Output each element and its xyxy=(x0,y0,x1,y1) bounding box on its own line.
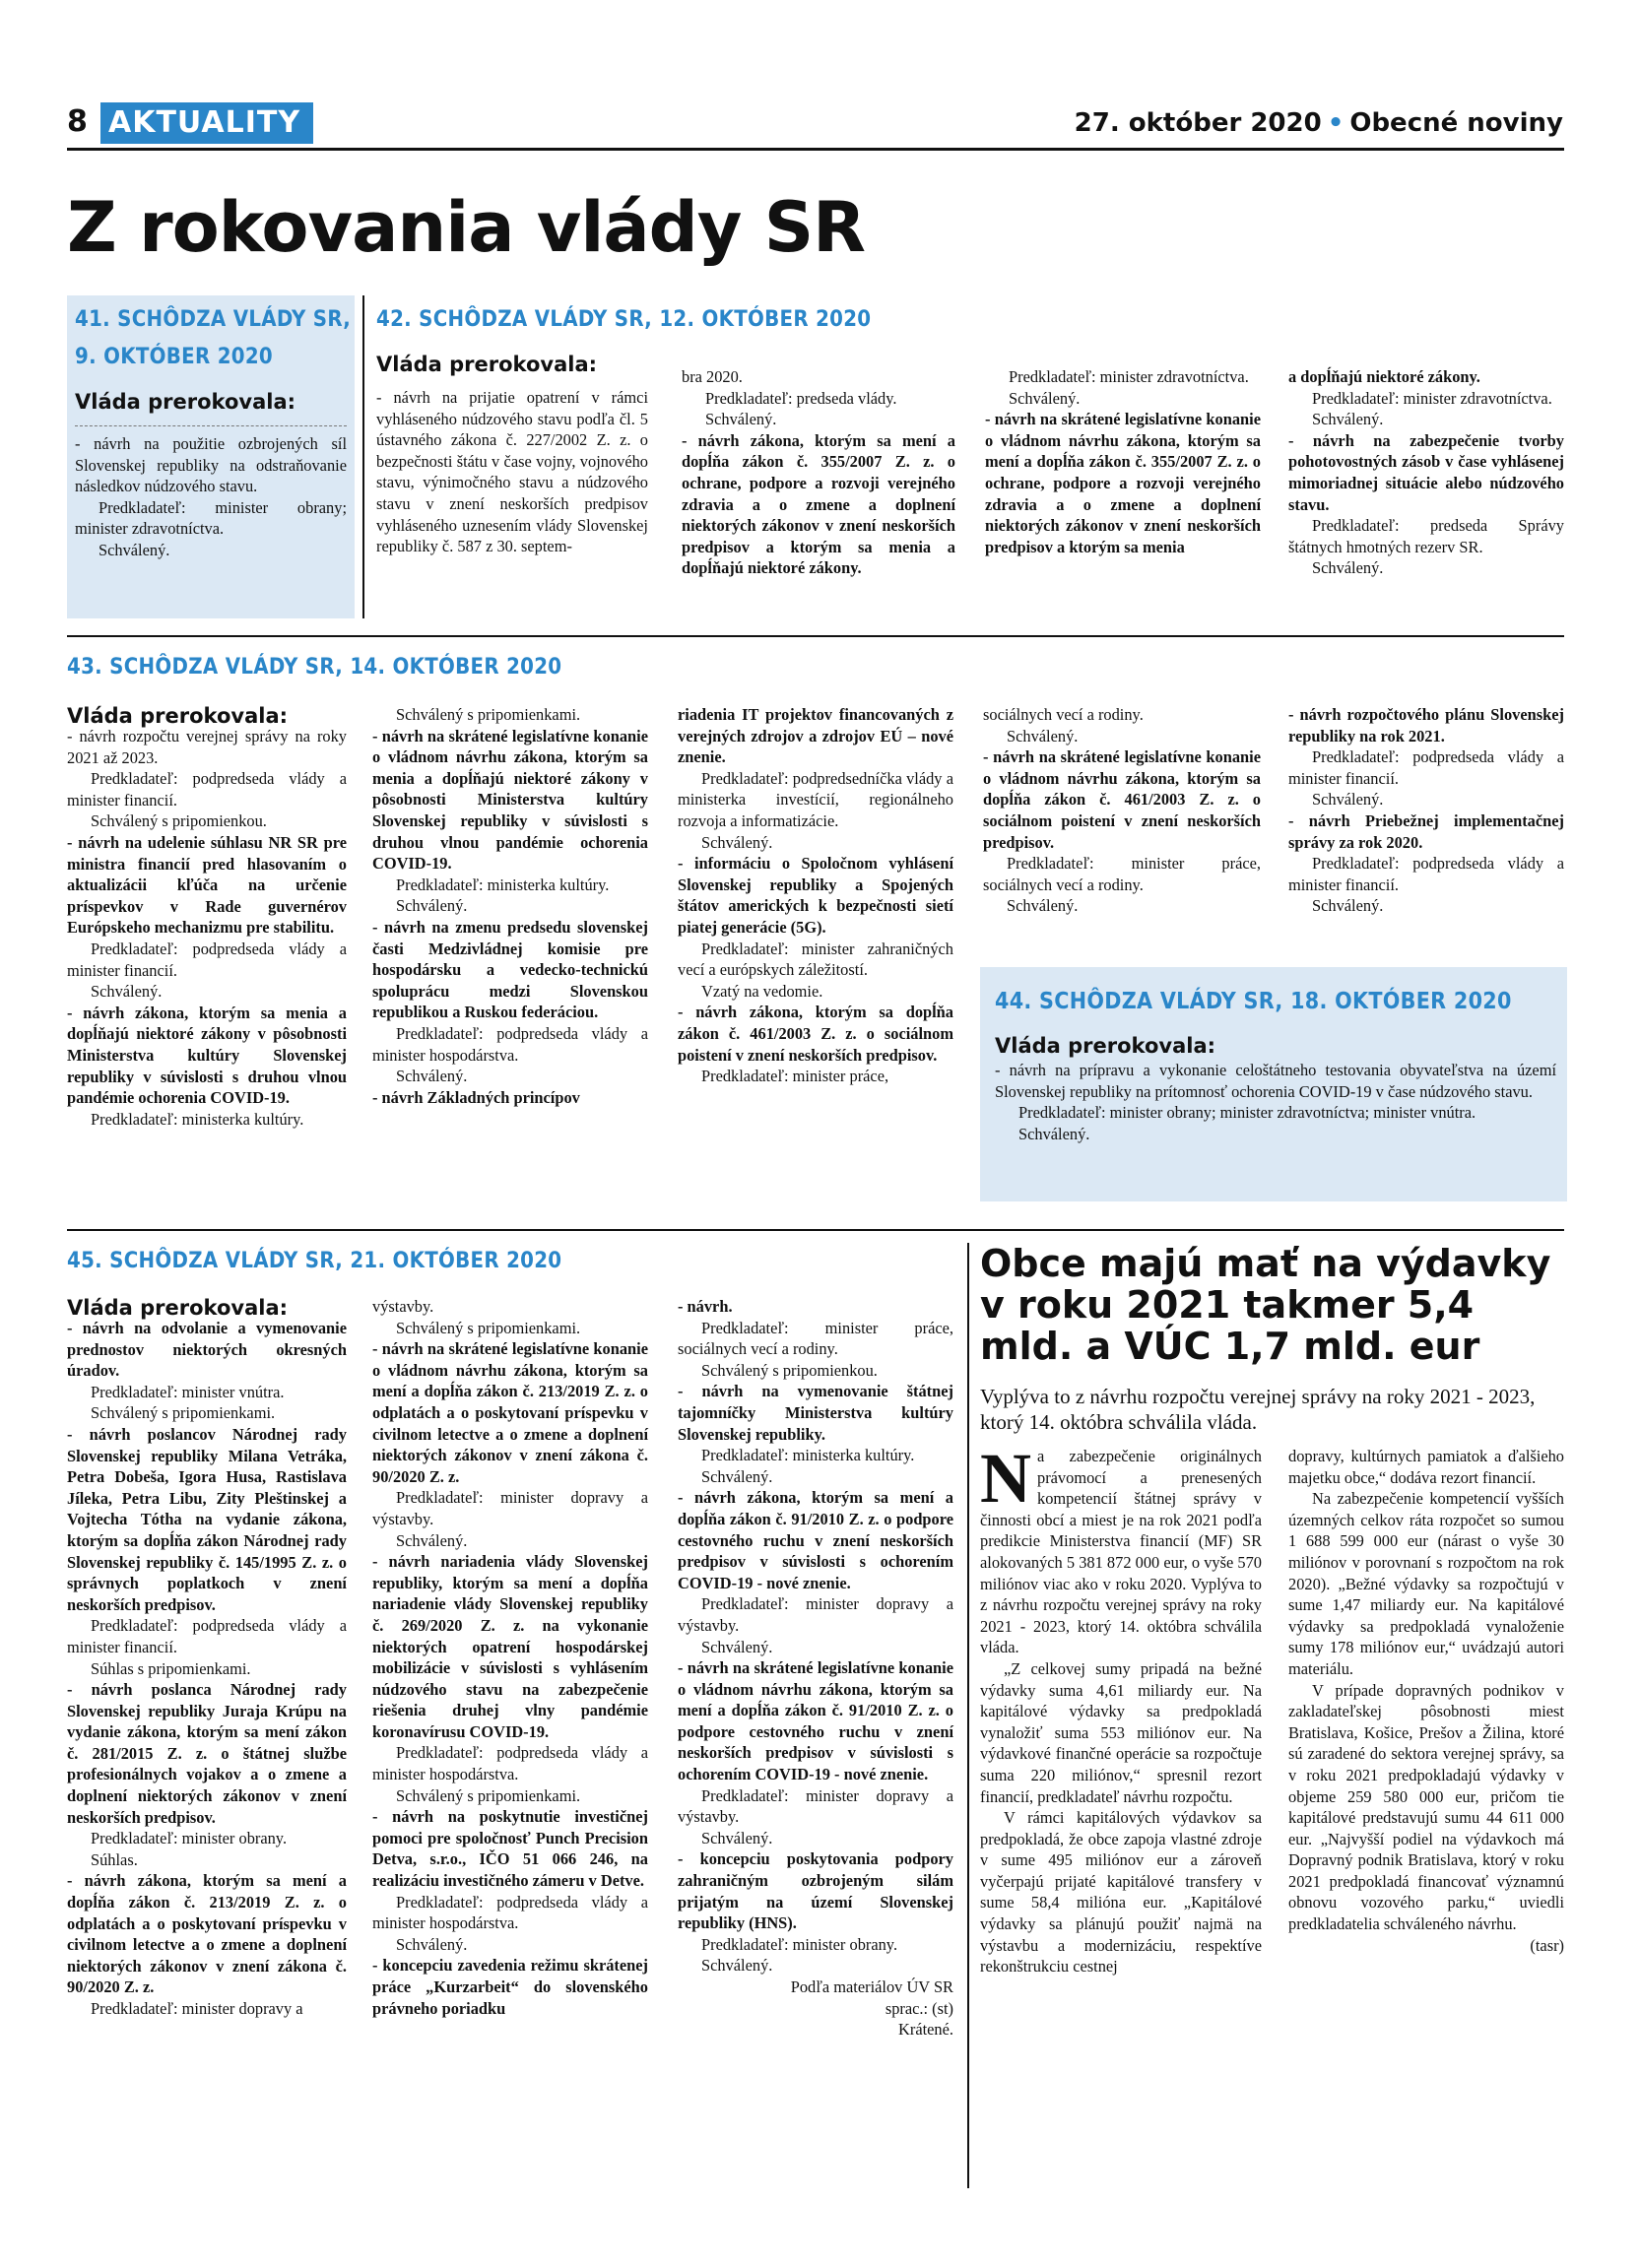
abridged-note: Krátené. xyxy=(898,2020,953,2040)
session-41-text xyxy=(75,433,347,561)
item: Predkladateľ: minister obrany; minister zdravotníctva. xyxy=(75,497,347,539)
session-44-subtitle: Vláda prerokovala: xyxy=(995,1034,1216,1058)
drop-cap: N xyxy=(980,1439,1031,1518)
item: - návrh zákona, ktorým sa dopĺňa zákon č. 461/2003 Z. z. o sociálnom poistení v znení neskorších predpisov. xyxy=(678,1003,953,1065)
session-42-col3 xyxy=(985,366,1261,557)
item: Predkladateľ: predseda Správy štátnych hmotných rezerv SR. xyxy=(1288,516,1564,556)
source-note: Podľa materiálov ÚV SR xyxy=(790,1977,953,1996)
editor-note: sprac.: (st) xyxy=(885,1998,953,2018)
item: Predkladateľ: predseda vlády. xyxy=(705,388,897,408)
session-44-text xyxy=(995,1060,1556,1144)
item: - návrh na skrátené legislatívne konanie o vládnom návrhu zákona, ktorým sa dopĺňa zákon č. 461/2003 Z. z. o sociálnom poistení v znení neskorších predpisov. xyxy=(983,747,1261,852)
item: Schválený. xyxy=(396,1530,468,1550)
item: výstavby. xyxy=(372,1297,434,1316)
page-title: Z rokovania vlády SR xyxy=(67,187,866,268)
column-rule xyxy=(967,1243,969,2188)
item: Schválený. xyxy=(1007,896,1079,916)
item: - koncepciu poskytovania podpory zahraničným ozbrojeným silám prijatým na území Slovenskej republiky (HNS). xyxy=(678,1849,953,1933)
item: Predkladateľ: ministerka kultúry. xyxy=(396,875,610,894)
article-title: Obce majú mať na výdavky v roku 2021 takmer 5,4 mld. a VÚC 1,7 mld. eur xyxy=(980,1242,1551,1368)
session-43-subtitle: Vláda prerokovala: xyxy=(67,704,289,728)
item: Schválený. xyxy=(396,896,468,916)
item: - návrh na vymenovanie štátnej tajomníčky Ministerstva kultúry Slovenskej republiky. xyxy=(678,1382,953,1444)
item: - návrh poslancov Národnej rady Slovenskej republiky Milana Vetráka, Petra Dobeša, Igora Husa, Rastislava Jíleka, Petra Libu, Zity Pleštinskej a Vojtecha Tótha na vydanie zákona, ktorým sa dopĺňa zákon Národnej rady Slovenskej republiky č. 145/1995 Z. z. o správnych poplatkoch v znení neskorších predpisov. xyxy=(67,1424,347,1614)
item: - návrh rozpočtu verejnej správy na roky 2021 až 2023. xyxy=(67,727,347,767)
issue-date: 27. október 2020 xyxy=(1074,108,1322,138)
item: Predkladateľ: ministerka kultúry. xyxy=(91,1109,304,1129)
item: Schválený. xyxy=(1312,790,1384,810)
item: Schválený. xyxy=(1007,726,1079,745)
article-paragraph: dopravy, kultúrnych pamiatok a ďalšieho majetku obce,“ dodáva rezort financií. xyxy=(1288,1447,1564,1487)
item: - návrh. xyxy=(678,1297,733,1316)
session-43-col2 xyxy=(372,704,648,1108)
item: Predkladateľ: podpredseda vlády a minister financií. xyxy=(67,939,347,980)
item: - návrh rozpočtového plánu Slovenskej republiky na rok 2021. xyxy=(1288,705,1564,745)
item: - návrh na udelenie súhlasu NR SR pre ministra financií pred hlasovaním o aktualizácii kľúča na určenie príspevkov v Rade guvernérov Európskeho mechanizmu pre stabilitu. xyxy=(67,832,347,938)
item: Schválený s pripomienkami. xyxy=(396,1318,581,1337)
item: Predkladateľ: minister zdravotníctva. xyxy=(1312,388,1552,408)
item: Predkladateľ: minister práce, sociálnych vecí a rodiny. xyxy=(678,1318,953,1359)
publication-name: Obecné noviny xyxy=(1349,108,1563,138)
session-41-title-line1: 41. SCHÔDZA VLÁDY SR, xyxy=(75,307,352,332)
session-45-col1 xyxy=(67,1318,347,2020)
dateline xyxy=(1075,108,1563,138)
item: Schválený s pripomienkami. xyxy=(396,705,581,724)
item: Schválený. xyxy=(705,410,777,429)
item: Schválený. xyxy=(98,540,170,559)
item: Predkladateľ: podpredseda vlády a minister financií. xyxy=(1288,747,1564,788)
item: - návrh nariadenia vlády Slovenskej republiky, ktorým sa mení a dopĺňa nariadenie vlády Slovenskej republiky č. 269/2020 Z. z. na vykonanie niektorých opatrení hospodárskej mobilizácie v súvislosti s vyhlásením núdzového stavu na zabezpečenie riešenia druhej vlny pandémie koronavírusu COVID-19. xyxy=(372,1552,648,1741)
item: Predkladateľ: minister obrany. xyxy=(91,1829,288,1848)
item: Súhlas s pripomienkami. xyxy=(91,1658,251,1678)
item: - návrh na použitie ozbrojených síl Slovenskej republiky na odstraňovanie následkov núdzového stavu. xyxy=(75,434,347,496)
item: - návrh na zmenu predsedu slovenskej časti Medzivládnej komisie pre hospodársku a vedecko-technickú spoluprácu medzi Slovenskou republikou a Ruskou federáciou. xyxy=(372,917,648,1022)
item: - návrh na poskytnutie investičnej pomoci pre spoločnosť Punch Precision Detva, s.r.o., IČO 51 066 246, na realizáciu investičného zámeru v Detve. xyxy=(372,1807,648,1891)
column-rule xyxy=(362,295,364,618)
article-lead: Vyplýva to z návrhu rozpočtu verejnej správy na roky 2021 - 2023, ktorý 14. októbra schválila vláda. xyxy=(980,1385,1536,1434)
item: Predkladateľ: minister dopravy a výstavby. xyxy=(678,1594,953,1635)
item: Predkladateľ: podpredseda vlády a minister hospodárstva. xyxy=(372,1023,648,1065)
session-45-title: 45. SCHÔDZA VLÁDY SR, 21. OKTÓBER 2020 xyxy=(67,1249,562,1273)
item: Predkladateľ: podpredsedníčka vlády a ministerka investícií, regionálneho rozvoja a informatizácie. xyxy=(678,768,953,830)
item: Predkladateľ: podpredseda vlády a minister hospodárstva. xyxy=(372,1743,648,1784)
item: - návrh na prípravu a vykonanie celoštátneho testovania obyvateľstva na území Slovenskej republiky na prítomnosť ochorenia COVID-19 v čase núdzového stavu. xyxy=(995,1061,1556,1101)
item: Predkladateľ: minister obrany. xyxy=(701,1934,898,1954)
item: sociálnych vecí a rodiny. xyxy=(983,705,1144,724)
session-43-col3 xyxy=(678,704,953,1087)
item: riadenia IT projektov financovaných z verejných zdrojov a zdrojov EÚ – nové znenie. xyxy=(678,705,953,767)
item: - návrh zákona, ktorým sa mení a dopĺňa zákon č. 213/2019 Z. z. o odplatách a o poskytovaní príspevku v civilnom letectve a o zmene a doplnení niektorých zákonov v znení zákona č. 90/2020 Z. z. xyxy=(67,1871,347,1997)
session-42-col1 xyxy=(376,387,648,557)
session-42-title: 42. SCHÔDZA VLÁDY SR, 12. OKTÓBER 2020 xyxy=(376,307,872,332)
section-label: AKTUALITY xyxy=(100,102,313,144)
item: - návrh na skrátené legislatívne konanie o vládnom návrhu zákona, ktorým sa menia a dopĺňajú niektoré zákony v pôsobnosti Ministerstva kultúry Slovenskej republiky v súvislosti s druhou vlnou pandémie ochorenia COVID-19. xyxy=(372,726,648,874)
session-42-subtitle: Vláda prerokovala: xyxy=(376,353,598,376)
article-col2 xyxy=(1288,1446,1564,1956)
item: Schválený. xyxy=(1009,388,1081,408)
item: Schválený. xyxy=(701,1828,773,1847)
item: Schválený. xyxy=(701,1466,773,1486)
item: - návrh zákona, ktorým sa menia a dopĺňajú niektoré zákony v pôsobnosti Ministerstva kultúry Slovenskej republiky v súvislosti s druhou vlnou pandémie ochorenia COVID-19. xyxy=(67,1003,347,1108)
header-rule xyxy=(67,148,1564,151)
item: - návrh Priebežnej implementačnej správy za rok 2020. xyxy=(1288,810,1564,852)
item: Schválený. xyxy=(1312,558,1384,578)
item: Predkladateľ: ministerka kultúry. xyxy=(701,1446,915,1465)
item: Predkladateľ: minister zdravotníctva. xyxy=(1009,367,1249,386)
item: Schválený s pripomienkami. xyxy=(396,1785,581,1805)
article-paragraph: V prípade dopravných podnikov v zakladateľskej pôsobnosti miest Bratislava, Košice, Prešov a Žilina, ktoré sú zaradené do sektora verejnej správy, sa v roku 2021 predpokladajú výdavky v objeme 259 580 000 eur, pričom tie kapitálové predstavujú sumu 44 611 000 eur. „Najvyšší podiel na výdavkoch má Dopravný podnik Bratislava, ktorý v roku 2021 predpokladá financovať významnú obnovu vozového parku,“ uviedli predkladatelia schváleného návrhu. xyxy=(1288,1680,1564,1934)
session-41-subtitle: Vláda prerokovala: xyxy=(75,390,296,414)
item: Súhlas. xyxy=(91,1849,138,1869)
item: Predkladateľ: minister vnútra. xyxy=(91,1382,285,1401)
item: Schválený. xyxy=(701,1637,773,1656)
item: Predkladateľ: minister dopravy a xyxy=(91,1999,303,2018)
item: - návrh na skrátené legislatívne konanie o vládnom návrhu zákona, ktorým sa mení a dopĺňa zákon č. 91/2010 Z. z. o podpore cestovného ruchu v znení neskorších predpisov v súvislosti s ochorením COVID-19 - nové znenie. xyxy=(678,1658,953,1784)
item: Predkladateľ: podpredseda vlády a minister hospodárstva. xyxy=(372,1892,648,1933)
item: - návrh na prijatie opatrení v rámci vyhláseného núdzového stavu podľa čl. 5 ústavného zákona č. 227/2002 Z. z. o bezpečnosti štátu v čase vojny, vojnového stavu, výnimočného stavu a núdzového stavu v znení neskorších predpisov vyhláseného uznesením vlády Slovenskej republiky č. 587 z 30. septem- xyxy=(376,388,648,556)
item: Predkladateľ: minister zahraničných vecí a európskych záležitostí. xyxy=(678,939,953,980)
item: Schválený. xyxy=(91,982,163,1002)
item: Schválený s pripomienkami. xyxy=(91,1403,276,1423)
session-43-title: 43. SCHÔDZA VLÁDY SR, 14. OKTÓBER 2020 xyxy=(67,655,562,680)
item: Schválený. xyxy=(396,1934,468,1954)
page-number: 8 xyxy=(67,104,88,139)
item: Predkladateľ: podpredseda vlády a minister financií. xyxy=(67,1616,347,1656)
item: Schválený s pripomienkou. xyxy=(91,811,267,831)
item: Predkladateľ: minister dopravy a výstavby. xyxy=(372,1488,648,1528)
item: Schválený. xyxy=(396,1067,468,1086)
item: - koncepciu zavedenia režimu skrátenej práce „Kurzarbeit“ do slovenského právneho poriadku xyxy=(372,1956,648,2018)
bullet: • xyxy=(1327,108,1345,138)
article-paragraph: Na zabezpečenie kompetencií vyšších územných celkov ráta rozpočet so sumou 1 688 599 000 eur (nárast o vyše 30 miliónov v porovnaní s rozpočtom na rok 2020). „Bežné výdavky sa rozpočtujú v sume 1,47 miliardy eur. Na kapitálové výdavky sa predpokladá vynaloženie sumy 178 miliónov eur,“ uvádzajú autori materiálu. xyxy=(1288,1489,1564,1678)
item: Schválený. xyxy=(1312,896,1384,916)
item: - informáciu o Spoločnom vyhlásení Slovenskej republiky a Spojených štátov amerických k bezpečnosti sietí piatej generácie (5G). xyxy=(678,854,953,937)
session-45-col3 xyxy=(678,1296,953,2041)
section-rule xyxy=(67,635,1564,637)
item: - návrh na skrátené legislatívne konanie o vládnom návrhu zákona, ktorým sa mení a dopĺňa zákon č. 355/2007 Z. z. o ochrane, podpore a rozvoji verejného zdravia a o zmene a doplnení niektorých zákonov v znení neskorších predpisov a ktorým sa menia xyxy=(985,410,1261,556)
article-paragraph: V rámci kapitálových výdavkov sa predpokladá, že obce zapoja vlastné zdroje v sume 495 miliónov eur a zároveň vyčerpajú prijaté kapitálové transfery v sume 58,4 milióna eur. „Kapitálové výdavky sa plánujú použiť najmä na výstavbu a modernizáciu, respektíve rekonštrukciu cestnej xyxy=(980,1808,1262,1976)
item: Predkladateľ: minister obrany; minister zdravotníctva; minister vnútra. xyxy=(1018,1103,1476,1123)
divider xyxy=(75,425,347,427)
item: Predkladateľ: podpredseda vlády a minister financií. xyxy=(1288,854,1564,894)
item: Vzatý na vedomie. xyxy=(701,981,823,1001)
session-45-col2 xyxy=(372,1296,648,2019)
item: - návrh zákona, ktorým sa mení a dopĺňa zákon č. 355/2007 Z. z. o ochrane, podpore a rozvoji verejného zdravia a o zmene a doplnení niektorých zákonov v znení neskorších predpisov a ktorým sa menia a dopĺňajú niektoré zákony. xyxy=(682,430,955,578)
item: Predkladateľ: podpredseda vlády a minister financií. xyxy=(67,769,347,810)
article-col1 xyxy=(980,1439,1262,1977)
item: Schválený. xyxy=(701,1956,773,1976)
item: - návrh na odvolanie a vymenovanie prednostov niektorých okresných úradov. xyxy=(67,1319,347,1381)
item: Predkladateľ: minister práce, xyxy=(701,1067,889,1086)
item: Schválený. xyxy=(1312,410,1384,429)
item: - návrh na skrátené legislatívne konanie o vládnom návrhu zákona, ktorým sa mení a dopĺňa zákon č. 213/2019 Z. z. o odplatách a o poskytovaní príspevku v civilnom letectve a o zmene a doplnení niektorých zákonov v znení zákona č. 90/2020 Z. z. xyxy=(372,1339,648,1486)
item: Schválený. xyxy=(1018,1124,1090,1143)
session-44-title: 44. SCHÔDZA VLÁDY SR, 18. OKTÓBER 2020 xyxy=(995,989,1512,1014)
session-42-col2 xyxy=(682,366,955,579)
item: Schválený. xyxy=(701,832,773,852)
item: - návrh na zabezpečenie tvorby pohotovostných zásob v čase vyhlásenej mimoriadnej situácie alebo núdzového stavu. xyxy=(1288,430,1564,514)
item: bra 2020. xyxy=(682,367,743,386)
session-45-subtitle: Vláda prerokovala: xyxy=(67,1296,289,1320)
section-rule xyxy=(67,1229,1564,1231)
article-paragraph: „Z celkovej sumy pripadá na bežné výdavky suma 4,61 miliardy eur. Na kapitálové výdavky sa predpokladá vynaložiť suma 553 miliónov eur. Na výdavkové finančné operácie sa rozpočtuje suma 220 miliónov,“ spresnil rezort financií, predkladateľ návrhu rozpočtu. xyxy=(980,1658,1262,1806)
article-signature: (tasr) xyxy=(1530,1935,1564,1955)
article-paragraph: Na zabezpečenie originálnych právomocí a prenesených kompetencií štátnej správy v činnosti obcí a miest je na rok 2021 podľa predikcie Ministerstva financií (MF) SR alokovaných 5 381 872 000 eur, o vyše 570 miliónov viac ako v roku 2020. Vyplýva to z návrhu rozpočtu verejnej správy na roky 2021 - 2023, ktorý 14. októbra schválila vláda. xyxy=(980,1439,1262,1657)
session-43-col4 xyxy=(983,704,1261,917)
item: - návrh Základných princípov xyxy=(372,1087,580,1107)
session-41-title-line2: 9. OKTÓBER 2020 xyxy=(75,345,273,369)
item: Predkladateľ: minister práce, sociálnych vecí a rodiny. xyxy=(983,854,1261,894)
item: Schválený s pripomienkou. xyxy=(701,1360,878,1380)
item: Predkladateľ: minister dopravy a výstavby. xyxy=(678,1785,953,1827)
item: - návrh poslanca Národnej rady Slovenskej republiky Juraja Krúpu na vydanie zákona, ktorým sa mení zákon č. 281/2015 Z. z. o štátnej službe profesionálnych vojakov a o zmene a doplnení niektorých zákonov v znení neskorších predpisov. xyxy=(67,1680,347,1827)
session-43-col1 xyxy=(67,726,347,1130)
item: a dopĺňajú niektoré zákony. xyxy=(1288,367,1480,386)
session-42-col4 xyxy=(1288,366,1564,579)
item: - návrh zákona, ktorým sa mení a dopĺňa zákon č. 91/2010 Z. z. o podpore cestovného ruchu v znení neskorších predpisov v súvislosti s ochorením COVID-19 - nové znenie. xyxy=(678,1488,953,1592)
session-43-col5 xyxy=(1288,704,1564,917)
